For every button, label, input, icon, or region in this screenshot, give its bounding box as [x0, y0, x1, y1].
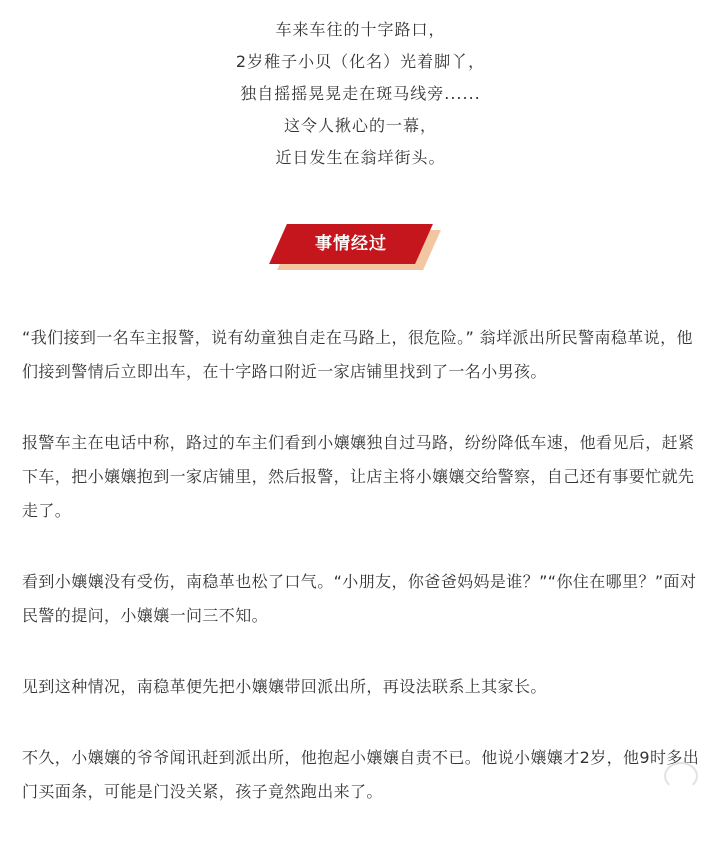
- paragraph: 不久，小孃孃的爷爷闻讯赶到派出所，他抱起小孃孃自责不已。他说小孃孃才2岁，他9时多出门买面条，可能是门没关紧，孩子竟然跑出来了。: [22, 748, 700, 801]
- watermark-circle: [664, 762, 698, 790]
- paragraph: 看到小孃孃没有受伤，南稳革也松了口气。“小朋友，你爸爸妈妈是谁？”“你住在哪里？”面对民警的提问，小孃孃一问三不知。: [22, 572, 697, 625]
- intro-line: 车来车往的十字路口，: [275, 20, 446, 39]
- intro-block: [0, 14, 721, 174]
- paragraph: 见到这种情况，南稳革便先把小孃孃带回派出所，再设法联系上其家长。: [22, 677, 547, 696]
- paragraph: 报警车主在电话中称，路过的车主们看到小孃孃独自过马路，纷纷降低车速，他看见后，赶紧下车，把小孃孃抱到一家店铺里，然后报警，让店主将小孃孃交给警察，自己还有事要忙就先走了。: [22, 433, 695, 520]
- section-banner: [276, 224, 436, 272]
- article-body: [22, 321, 702, 846]
- intro-line: 2岁稚子小贝（化名）光着脚丫，: [235, 52, 486, 71]
- intro-line: 这令人揪心的一幕，: [283, 116, 437, 135]
- intro-line: 独自摇摇晃晃走在斑马线旁......: [240, 84, 481, 103]
- intro-line: 近日发生在翁垟街头。: [275, 148, 446, 167]
- watermark-logo-icon: [655, 762, 707, 798]
- paragraph: “我们接到一名车主报警，说有幼童独自走在马路上，很危险。” 翁垟派出所民警南稳革说，他们接到警情后立即出车，在十字路口附近一家店铺里找到了一名小男孩。: [22, 328, 693, 381]
- section-title: 事情经过: [315, 234, 387, 254]
